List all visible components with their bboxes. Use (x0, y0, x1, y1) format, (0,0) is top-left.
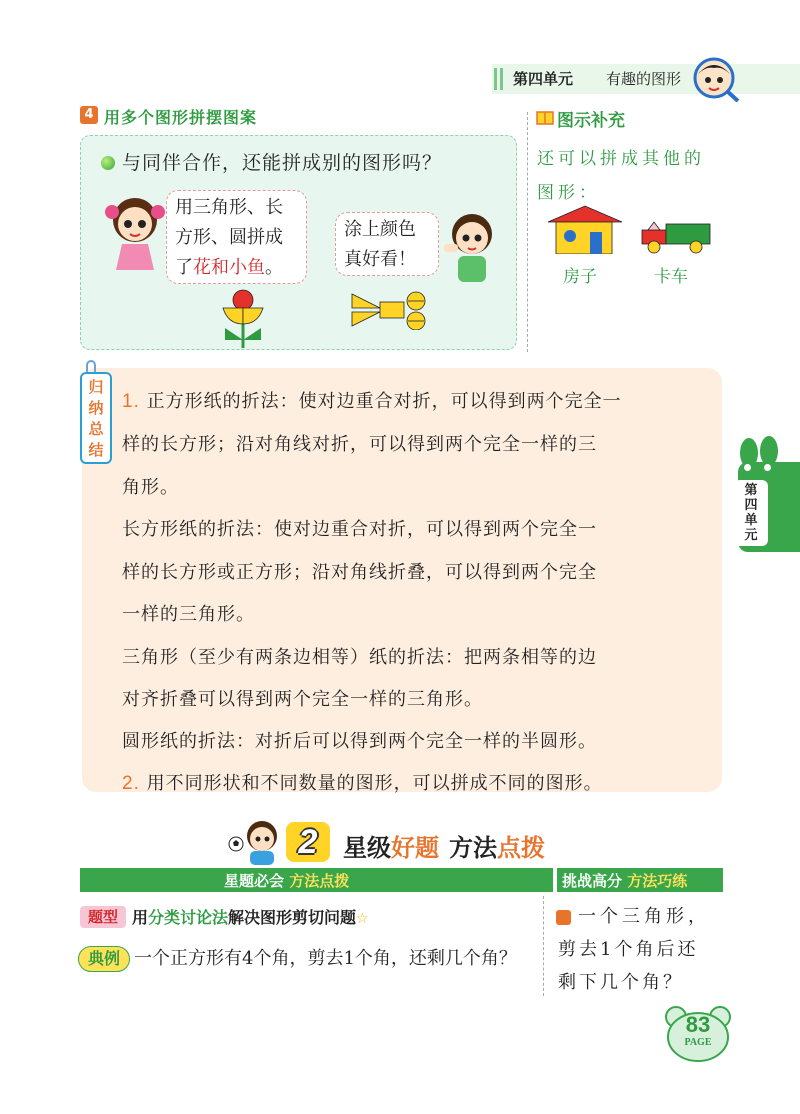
mascot-magnifier-icon (692, 56, 740, 102)
summary-tab-char: 总 (88, 420, 104, 438)
summary-line: 样的长方形；沿对角线对折，可以得到两个完全一样的三 (122, 434, 597, 455)
girl-bubble-prefix: 了 (175, 257, 193, 278)
left-bar-title-part: 方法点拨 (289, 872, 350, 890)
truck-label: 卡车 (654, 267, 688, 287)
banner-title-part: 点拨 (497, 834, 545, 862)
unit-tab-eye (764, 464, 771, 471)
banner-title-part: 星级 (343, 834, 391, 862)
girl-bubble-fish: 小鱼 (229, 257, 265, 278)
unit-tab-char: 四 (744, 498, 758, 513)
girl-bubble-and: 和 (211, 257, 229, 278)
summary-line: 角形。 (122, 477, 179, 498)
activity-question: 与同伴合作，还能拼成别的图形吗？ (122, 152, 443, 174)
right-bar-title-part: 挑战高分 (562, 872, 623, 890)
boy-illustration-icon (440, 208, 504, 284)
right-bar-title-part: 方法巧练 (627, 872, 688, 890)
page-number: 83 (685, 1012, 711, 1037)
sidebar-text-line1: 还可以拼成其他的 (537, 149, 705, 169)
boy-speech-bubble (335, 212, 439, 276)
question-type-method: 分类讨论法 (148, 908, 229, 927)
summary-item-1 (122, 380, 622, 423)
example-tag: 典例 (78, 946, 130, 972)
challenge-bullet-icon (556, 910, 571, 925)
section-title: 用多个图形拼摆图案 (104, 108, 258, 127)
girl-illustration-icon (104, 190, 166, 274)
bullet-icon (101, 156, 115, 170)
question-type-text (132, 905, 369, 928)
summary-item-2-number: 2. (122, 773, 140, 794)
right-bar-title (562, 870, 687, 891)
summary-line: 样的长方形或正方形；沿对角线折叠，可以得到两个完全 (122, 562, 597, 583)
girl-bubble-line1: 用三角形、长 (175, 197, 283, 218)
summary-line: 用不同形状和不同数量的图形，可以拼成不同的图形。 (146, 773, 603, 794)
summary-item-2 (122, 762, 603, 805)
sidebar-title: 图示补充 (557, 111, 625, 131)
book-icon (536, 110, 554, 126)
summary-line: 长方形纸的折法：使对边重合对折，可以得到两个完全一 (122, 519, 597, 540)
header-bars-decoration (494, 68, 506, 90)
challenge-line3: 剩下几个角？ (558, 972, 684, 993)
unit-tab-char: 单 (744, 513, 758, 528)
boy-bubble-line2: 真好看！ (344, 249, 416, 270)
kid-mascot-icon (240, 818, 288, 866)
summary-line: 一样的三角形。 (122, 604, 255, 625)
girl-bubble-end: 。 (265, 257, 283, 278)
question-type-part: 解决图形剪切问题 (228, 908, 357, 927)
house-shape-icon (546, 204, 624, 254)
question-type-part: 用 (132, 908, 149, 927)
summary-line: 圆形纸的折法：对折后可以得到两个完全一样的半圆形。 (122, 731, 597, 752)
summary-tab-char: 归 (88, 378, 104, 396)
truck-shape-icon (640, 218, 712, 254)
unit-tab-label (734, 480, 768, 546)
fish-pattern-icon (350, 290, 436, 330)
unit-tab-char: 第 (744, 483, 758, 498)
boy-bubble-line1: 涂上颜色 (344, 219, 416, 240)
left-bar-title-part: 星题必会 (224, 872, 285, 890)
summary-item-1-number: 1. (122, 391, 140, 412)
banner-title (343, 828, 545, 863)
summary-line: 正方形纸的折法：使对边重合对折，可以得到两个完全一 (146, 391, 622, 412)
girl-speech-bubble (166, 190, 307, 284)
header-unit: 第四单元 (513, 70, 574, 88)
house-label: 房子 (563, 267, 597, 287)
challenge-line1: 一个三角形， (578, 906, 710, 927)
summary-line: 对齐折叠可以得到两个完全一样的三角形。 (122, 689, 483, 710)
unit-tab-eye (744, 464, 751, 471)
girl-bubble-line3 (175, 253, 306, 283)
page-label: PAGE (684, 1037, 712, 1048)
challenge-line2: 剪去1个角后还 (558, 939, 699, 960)
example-text: 一个正方形有4个角，剪去1个角，还剩几个角？ (134, 948, 517, 969)
unit-tab-char: 元 (744, 528, 758, 543)
challenge-lines (558, 933, 728, 999)
flower-pattern-icon (220, 288, 266, 348)
summary-tab-char: 结 (88, 441, 104, 459)
sidebar-text (537, 142, 737, 210)
girl-bubble-flower: 花 (193, 257, 211, 278)
question-type-tag: 题型 (80, 906, 126, 928)
left-bar-title (224, 870, 349, 891)
header-title: 有趣的图形 (606, 70, 682, 88)
summary-tab (80, 372, 112, 464)
banner-title-part: 好题 (391, 834, 439, 862)
sidebar-divider (527, 112, 528, 352)
challenge-divider (543, 896, 544, 996)
girl-bubble-line2: 方形、圆拼成 (175, 227, 283, 248)
sidebar-text-line2: 图形： (537, 183, 600, 203)
summary-line: 三角形（至少有两条边相等）纸的折法：把两条相等的边 (122, 647, 597, 668)
summary-tab-char: 纳 (88, 399, 104, 417)
banner-number: 2 (286, 822, 330, 862)
banner-title-part: 方法 (449, 834, 497, 862)
star-icon: ☆ (356, 911, 369, 927)
section-number: 4 (80, 106, 98, 124)
